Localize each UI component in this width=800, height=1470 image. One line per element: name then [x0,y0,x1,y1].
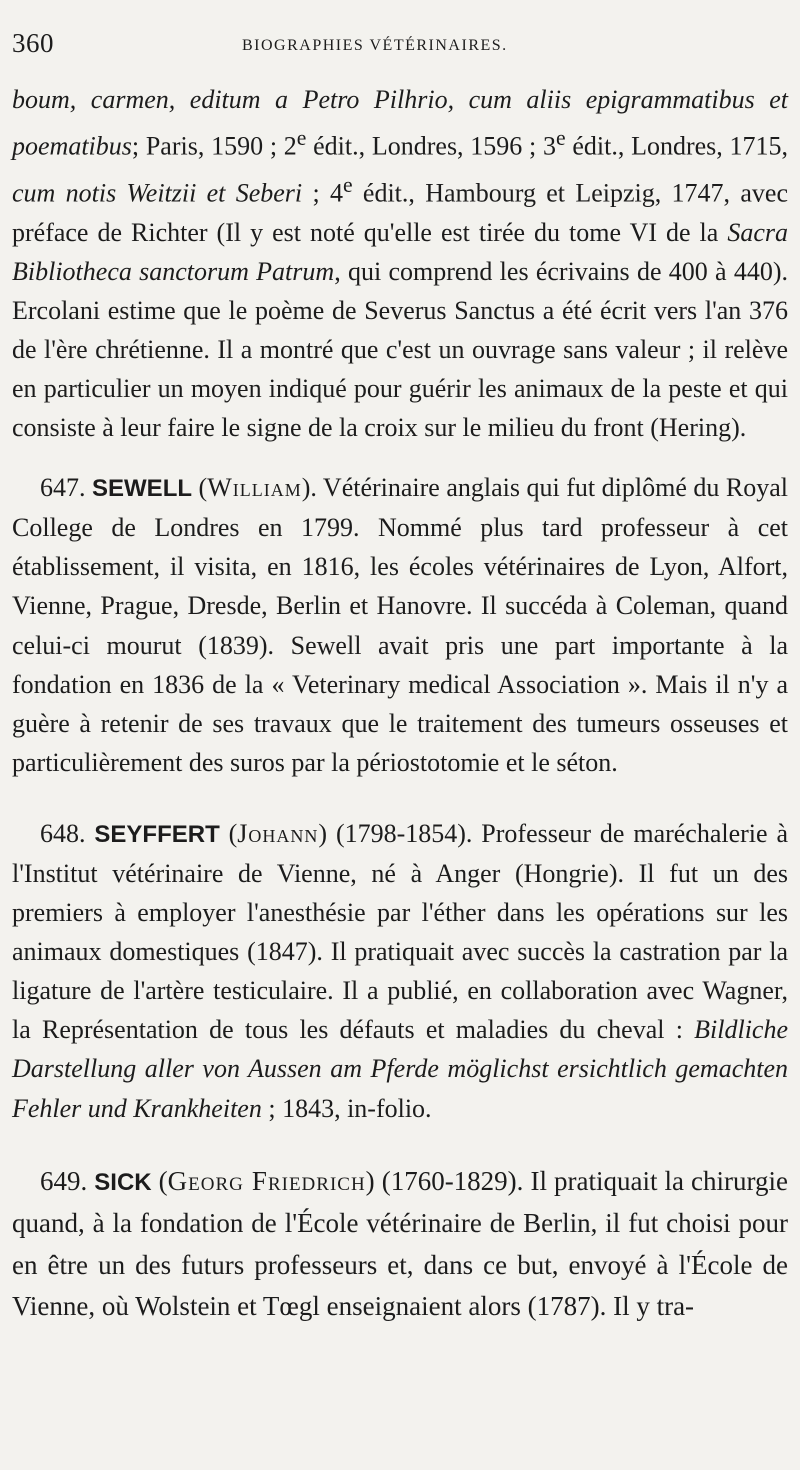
entry-name: SEWELL [92,475,193,503]
continuation-paragraph: boum, carmen, editum a Petro Pilhrio, cum aliis epigrammatibus et poematibus; Paris, 1590 ; 2e édit., Londres, 1596 ; 3e édit., Londres, 1715, cum notis Weitzii et Seberi ; 4e édit., Hambourg et Leipzig, 1747, avec préface de Richter (Il y est noté qu'elle est tirée du tome VI de la Sacra Bibliotheca sanctorum Patrum, qui comprend les écrivains de 400 à 440). Ercolani estime que le poème de Severus Sanctus a été écrit vers l'an 376 de l'ère chrétienne. Il a montré que c'est un ouvrage sans valeur ; il relève en particulier un moyen indiqué pour guérir les animaux de la peste et qui consiste à leur faire le signe de la croix sur le milieu du front (Hering). [12,85,788,443]
entry-number: 649. [40,1165,88,1196]
entry-number: 648. [40,818,86,848]
entry-number: 647. [40,473,86,503]
entry-text: ) (1798-1854). Professeur de maréchalerie à l'Institut vétérinaire de Vienne, né à Anger (Hongrie). Il fut un des premiers à employer l'anesthésie par l'éther dans les opérations sur les animaux domestiques (1847). Il pratiquait avec succès la castration par la ligature de l'artère testiculaire. Il a publié, en collaboration avec Wagner, la Représentation de tous les défauts et maladies du cheval : [12,818,788,1045]
entry-given-name: Johann [237,818,319,848]
entry-given-name: William [207,473,302,503]
page-body [12,80,788,1328]
page-number: 360 [12,28,54,58]
entry-book-title: Bildliche Darstellung aller von Aussen am Pferde möglichst ersichtlich gemachten Fehler und Krankheiten [12,1015,788,1123]
entry-text: ) (1760-1829). Il pratiquait la chirurgie quand, à la fondation de l'École vétérinaire de Berlin, il fut choisi pour en être un des futurs professeurs et, dans ce but, envoyé à l'École de Vienne, où Wolstein et Tœgl enseignaient alors (1787). Il y tra- [12,1165,788,1322]
entry-text: ). Vétérinaire anglais qui fut diplômé du Royal College de Londres en 1799. Nommé plus tard professeur à cet établissement, il visita, en 1816, les écoles vétérinaires de Lyon, Alfort, Vienne, Prague, Dresde, Berlin et Hanovre. Il succéda à Coleman, quand celui-ci mourut (1839). Sewell avait pris une part importante à la fondation en 1836 de la « Veterinary medical Association ». Mais il n'y a guère à retenir de ses travaux que le traitement des tumeurs osseuses et particulièrement des suros par la périostotomie et le séton. [12,473,788,777]
latin-title: boum, carmen, editum a Petro Pilhrio, cum aliis epigrammatibus et poematibus [12,85,788,161]
entry-name: SICK [94,1168,152,1196]
entry-given-name: Georg Friedrich [167,1165,366,1196]
running-head: BIOGRAPHIES VÉTÉRINAIRES. [242,37,508,54]
page-header [12,28,788,68]
entry-648: 648. SEYFFERT (Johann) (1798-1854). Professeur de maréchalerie à l'Institut vétérinaire de Vienne, né à Anger (Hongrie). Il fut un des premiers à employer l'anesthésie par l'éther dans les opérations sur les animaux domestiques (1847). Il pratiquait avec succès la castration par la ligature de l'artère testiculaire. Il a publié, en collaboration avec Wagner, la Représentation de tous les défauts et maladies du cheval : Bildliche Darstellung aller von Aussen am Pferde möglichst ersichtlich gemachten Fehler und Krankheiten ; 1843, in-folio. [12,818,788,1123]
entry-tail: ; 1843, in-folio. [261,1093,432,1123]
entry-649: 649. SICK (Georg Friedrich) (1760-1829). Il pratiquait la chirurgie quand, à la fondation de l'École vétérinaire de Berlin, il fut choisi pour en être un des futurs professeurs et, dans ce but, envoyé à l'École de Vienne, où Wolstein et Tœgl enseignaient alors (1787). Il y tra- [12,1165,788,1322]
entry-647: 647. SEWELL (William). Vétérinaire anglais qui fut diplômé du Royal College de Londres en 1799. Nommé plus tard professeur à cet établissement, il visita, en 1816, les écoles vétérinaires de Lyon, Alfort, Vienne, Prague, Dresde, Berlin et Hanovre. Il succéda à Coleman, quand celui-ci mourut (1839). Sewell avait pris une part importante à la fondation en 1836 de la « Veterinary medical Association ». Mais il n'y a guère à retenir de ses travaux que le traitement des tumeurs osseuses et particulièrement des suros par la périostotomie et le séton. [12,473,788,777]
entry-name: SEYFFERT [94,820,220,848]
